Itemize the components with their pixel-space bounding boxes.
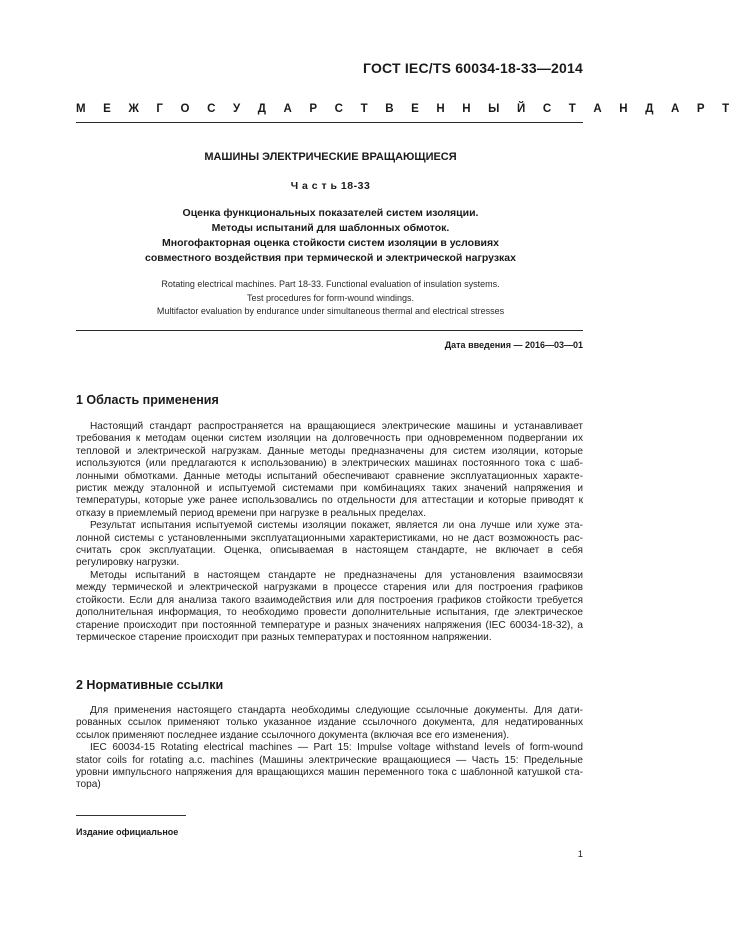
subtitle-block: [0, 206, 661, 266]
english-title-block: [0, 278, 661, 319]
header-rule: [76, 122, 583, 123]
reference-line: stator coils for rotating a.c. machines (Машины электрические вращающиеся — Часть 15: Предельные: [76, 754, 583, 766]
subtitle-line: совместного воздействия при термической и электрической нагрузках: [145, 252, 516, 264]
body-line: термическое старение происходит при разных температурах и постоянном напряжении.: [76, 631, 492, 643]
body-line: лонной системы с установленными эксплуатационными характеристиками, но не даст возможность рас-: [76, 532, 583, 544]
english-title-line: Test procedures for form-wound windings.: [246, 292, 415, 303]
body-line: дополнительная информация, то необходимо провести дополнительные испытания, где электрическое: [76, 607, 583, 619]
body-line: используются (или предлагаются к использованию) в электрических машинах постоянного тока с шаб-: [76, 458, 583, 470]
section-1-body: [76, 421, 583, 644]
body-line: ристик между эталонной и испытуемой системами при комбинациях таких значений напряжения и: [76, 483, 583, 495]
footer-rule: [76, 815, 186, 816]
reference-line: тора): [76, 779, 101, 791]
section-2-heading: 2 Нормативные ссылки: [76, 678, 224, 692]
english-title-line: Multifactor evaluation by endurance under simultaneous thermal and electrical stresses: [156, 306, 505, 316]
body-line: считать срок эксплуатации. Оценка, описываемая в настоящем стандарте, не включает в себя: [76, 545, 583, 557]
page-number: 1: [577, 849, 583, 860]
body-line: стойкости. Если для анализа такого взаимодействия или для построения графиков стойкости требуется: [76, 594, 583, 606]
document-code: ГОСТ IEC/TS 60034-18-33—2014: [363, 60, 583, 76]
body-line: тепловой и электрической нагрузкам. Данные методы предназначены для систем изоляции, которые: [76, 445, 583, 457]
body-line: Методы испытаний в настоящем стандарте не предназначены для установления взаимосвязи: [90, 569, 583, 581]
body-line: отказу в приемлемый период времени при нагрузке в реальных пределах.: [76, 507, 427, 519]
body-line: между термической и электрической нагрузками в процессе старения или для построения графиков: [76, 582, 583, 594]
reference-line: IEC 60034-15 Rotating electrical machines — Part 15: Impulse voltage withstand levels of form-wound: [90, 742, 583, 754]
body-line: лонными обмотками. Данные методы испытаний обеспечивают сравнение эксплуатационных характе-: [76, 470, 583, 482]
body-line: рованных ссылок применяют только указанное издание ссылочного документа, для недатированных: [76, 717, 583, 729]
subtitle-line: Оценка функциональных показателей систем изоляции.: [182, 207, 479, 219]
section-1-heading: 1 Область применения: [76, 393, 219, 407]
title-rule: [76, 330, 583, 331]
introduction-date: Дата введения — 2016—03—01: [444, 340, 583, 350]
section-2-body: [76, 705, 583, 792]
subtitle-line: Методы испытаний для шаблонных обмоток.: [211, 222, 450, 234]
body-line: требования к методам оценки систем изоляции на долговечность при одновременном подвергании их: [76, 433, 583, 445]
body-line: температуры, которые уже ранее использовались по отдельности для аттестации и которые приводят к: [76, 495, 583, 507]
body-line: Результат испытания испытуемой системы изоляции покажет, является ли она лучше или хуже эта-: [90, 520, 583, 532]
part-number: Ч а с т ь 18-33: [290, 180, 371, 192]
body-line: Для применения настоящего стандарта необходимы следующие ссылочные документы. Для дати-: [90, 705, 583, 716]
standard-title: МАШИНЫ ЭЛЕКТРИЧЕСКИЕ ВРАЩАЮЩИЕСЯ: [204, 151, 457, 163]
body-line: ссылок применяют последнее издание ссылочного документа (включая все его изменения).: [76, 729, 510, 741]
english-title-line: Rotating electrical machines. Part 18-33. Functional evaluation of insulation systems.: [161, 279, 500, 289]
interstate-standard-label: М Е Ж Г О С У Д А Р С Т В Е Н Н Ы Й С Т А Н Д А Р Т: [76, 103, 736, 115]
body-line: старение происходит при постоянной температуре и разных значениях напряжения (IEC 60034-18-32), а: [76, 619, 583, 631]
reference-line: уровни импульсного напряжения для вращающихся машин переменного тока с шаблонной катушкой ста-: [76, 767, 583, 779]
official-edition-label: Издание официальное: [76, 827, 179, 837]
body-line: Настоящий стандарт распространяется на вращающиеся электрические машины и устанавливает: [90, 421, 583, 432]
body-line: регулировку нагрузки.: [76, 557, 180, 569]
subtitle-line: Многофакторная оценка стойкости систем изоляции в условиях: [162, 237, 499, 249]
